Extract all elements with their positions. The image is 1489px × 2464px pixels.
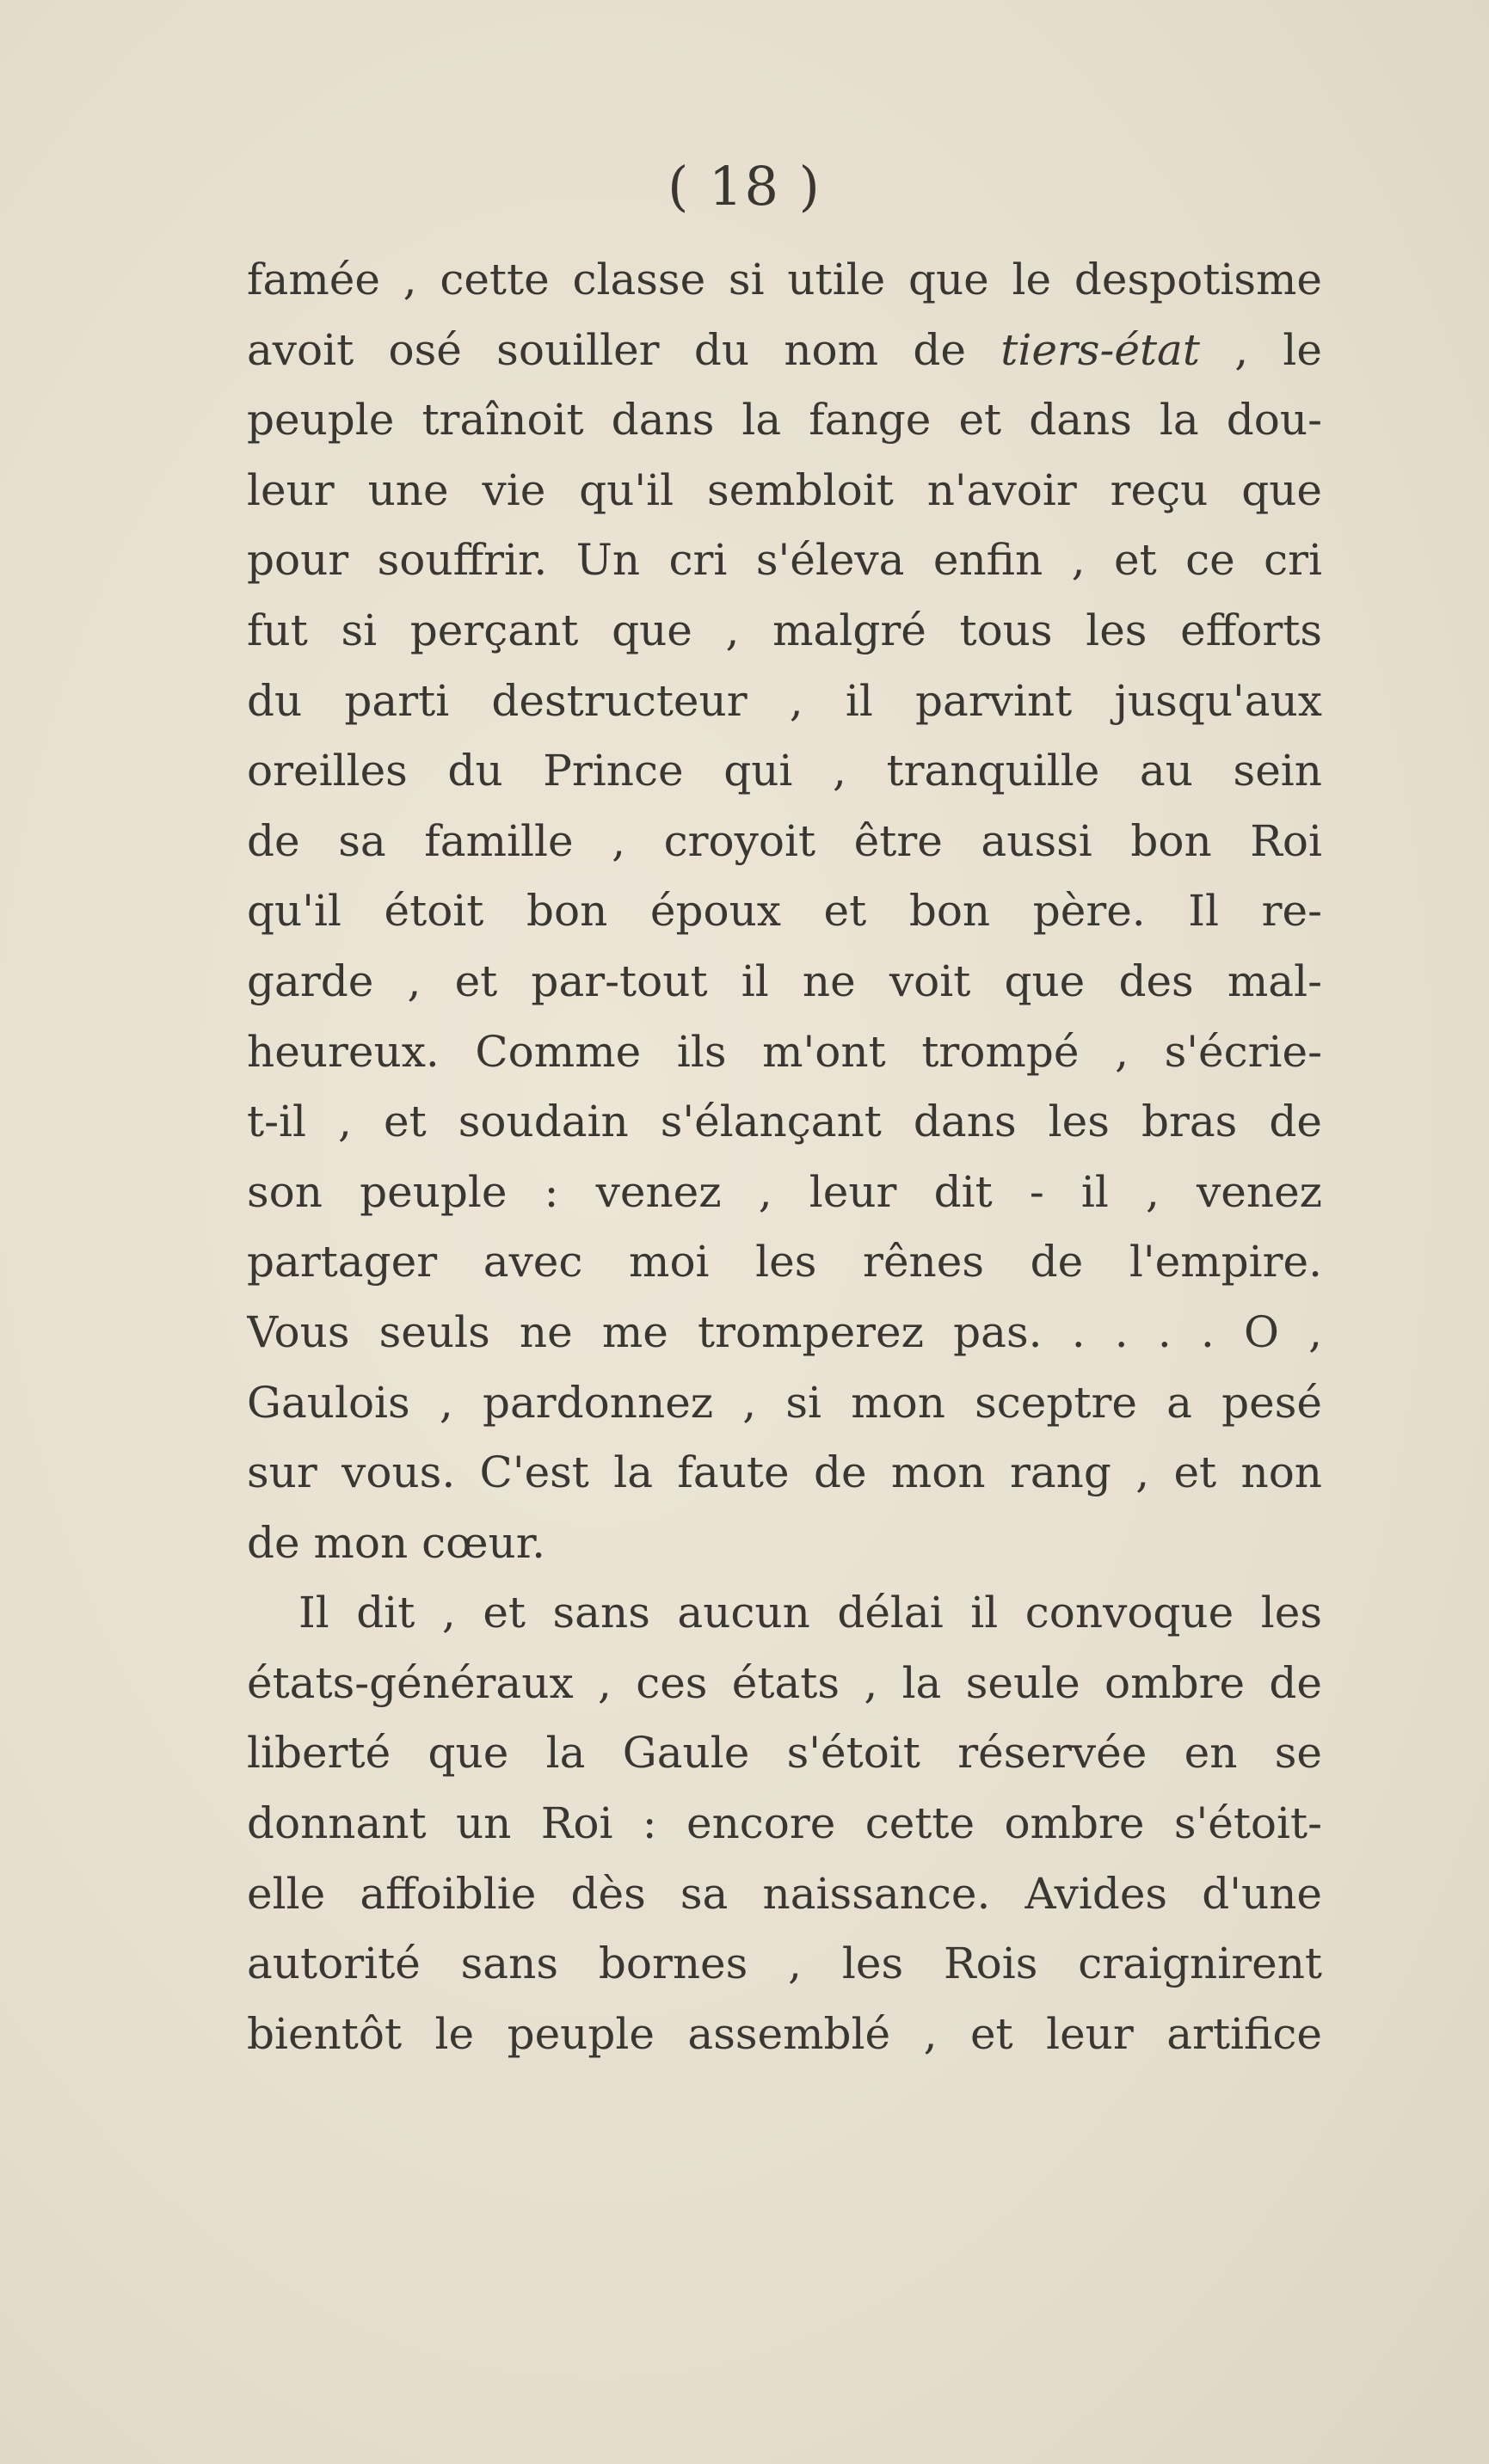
- text-line: qu'il étoit bon époux et bon père. Il re-: [247, 886, 1322, 937]
- text-line: famée , cette classe si utile que le despotisme: [247, 255, 1322, 304]
- body-text: [247, 245, 1322, 2069]
- text-line: leur une vie qu'il sembloit n'avoir reçu que: [247, 464, 1322, 515]
- text-line: peuple traînoit dans la fange et dans la dou-: [247, 395, 1322, 445]
- text-line: Gaulois , pardonnez , si mon sceptre a pesé: [247, 1377, 1322, 1428]
- text-line: fut si perçant que , malgré tous les efforts: [247, 605, 1322, 655]
- text-line: de sa famille , croyoit être aussi bon Roi: [247, 815, 1322, 866]
- text-line: donnant un Roi : encore cette ombre s'étoit-: [247, 1798, 1322, 1849]
- text-line: t-il , et soudain s'élançant dans les bras de: [247, 1097, 1322, 1147]
- text-line: Vous seuls ne me tromperez pas. . . . . O ,: [247, 1306, 1322, 1357]
- text-line: son peuple : venez , leur dit - il , venez: [247, 1166, 1322, 1217]
- text-line: elle affoiblie dès sa naissance. Avides d'une: [247, 1868, 1322, 1919]
- text-line: sur vous. C'est la faute de mon rang , et non: [247, 1447, 1322, 1498]
- page-number: ( 18 ): [668, 155, 821, 218]
- text-line: avoit osé souiller du nom de tiers-état , le: [247, 324, 1322, 375]
- text-line-paragraph-start: Il dit , et sans aucun délai il convoque les: [298, 1588, 1322, 1638]
- text-line: bientôt le peuple assemblé , et leur artifice: [247, 2008, 1322, 2059]
- text-line: autorité sans bornes , les Rois craignirent: [247, 1939, 1322, 1989]
- text-line: partager avec moi les rênes de l'empire.: [247, 1237, 1322, 1287]
- text-line: de mon cœur.: [247, 1517, 546, 1568]
- text-line: pour souffrir. Un cri s'éleva enfin , et ce cri: [247, 535, 1322, 586]
- text-line: liberté que la Gaule s'étoit réservée en se: [247, 1728, 1322, 1779]
- text-line: états-généraux , ces états , la seule ombre de: [247, 1657, 1322, 1708]
- text-line: oreilles du Prince qui , tranquille au sein: [247, 746, 1322, 796]
- text-line: garde , et par-tout il ne voit que des mal-: [247, 955, 1322, 1006]
- text-line: heureux. Comme ils m'ont trompé , s'écrie-: [247, 1026, 1322, 1077]
- text-line: du parti destructeur , il parvint jusqu'aux: [247, 675, 1322, 726]
